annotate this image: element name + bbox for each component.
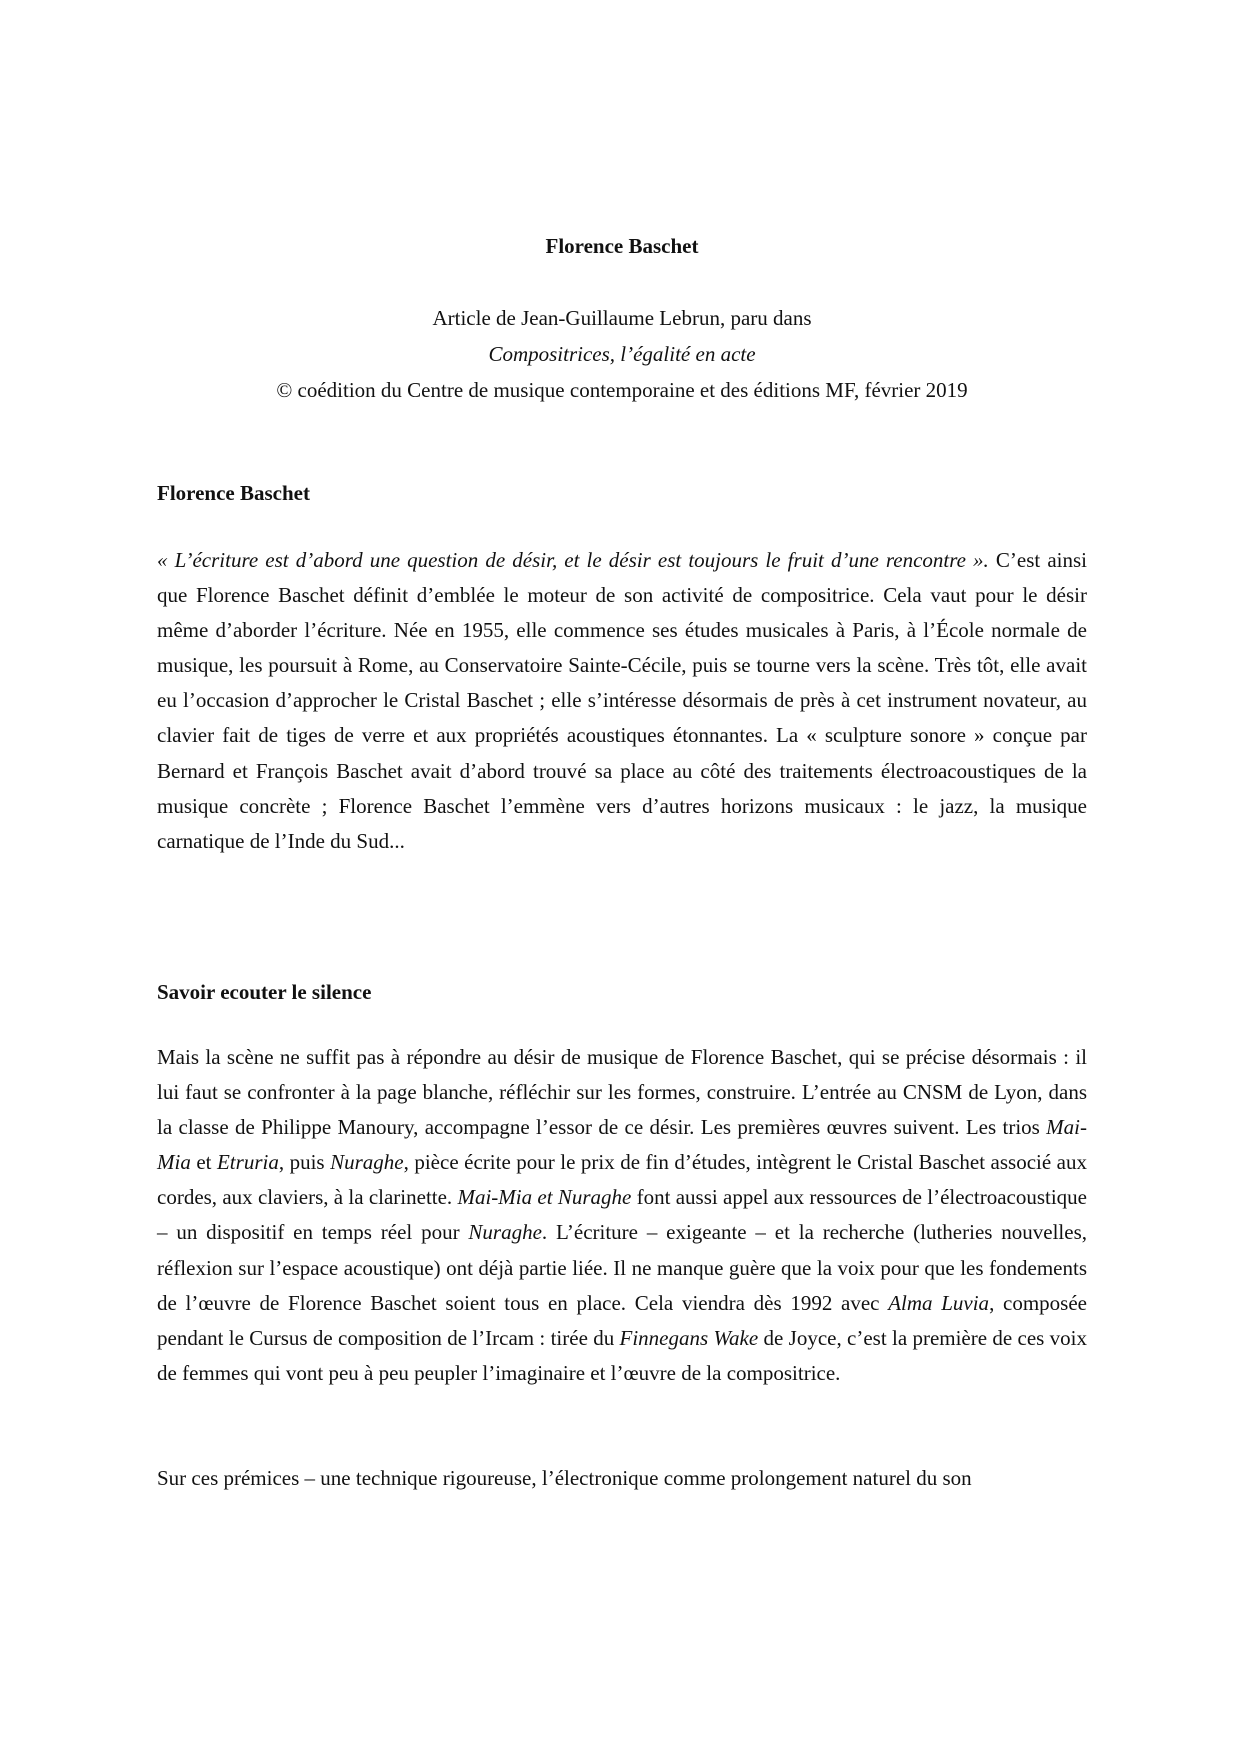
paragraph-intro — [157, 543, 1087, 859]
work-title-etruria: Etruria — [216, 1150, 279, 1175]
work-title-finnegans-wake: Finnegans Wake — [619, 1325, 759, 1350]
work-title-nuraghe: Nuraghe — [468, 1220, 542, 1245]
text-run: , pièce écrite pour le prix de fin d’études, intègrent le Cristal Baschet associé aux cordes, aux claviers, à la clarinette. — [157, 1150, 1087, 1210]
credit-copyright-line: © coédition du Centre de musique contemporaine et des éditions MF, février 2019 — [276, 378, 968, 402]
text-run: et — [190, 1150, 217, 1175]
work-title-mai-mia-nuraghe: Mai-Mia et Nuraghe — [457, 1185, 632, 1210]
paragraph-silence — [157, 1040, 1087, 1391]
section-heading-intro: Florence Baschet — [157, 481, 310, 505]
work-title-nuraghe: Nuraghe — [330, 1150, 404, 1175]
document-page — [157, 0, 1087, 1754]
opening-quote: « L’écriture est d’abord une question de désir, et le désir est toujours le fruit d’une rencontre ». — [157, 548, 989, 572]
article-credits — [157, 300, 1087, 408]
text-run: . L’écriture – exigeante – et la recherche (lutheries nouvelles, réflexion sur l’espace acoustique) ont déjà partie liée. Il ne manque guère que la voix pour que les fondements de l’œuvre de Florence Baschet soient tous en place. Cela viendra dès 1992 avec — [157, 1220, 1087, 1315]
work-title-alma-luvia: Alma Luvia — [888, 1290, 990, 1315]
work-title-mai-mia: Mai-Mia — [157, 1115, 1087, 1175]
text-run: font aussi appel aux ressources de l’électroacoustique – un dispositif en temps réel pour — [157, 1185, 1087, 1245]
intro-text: C’est ainsi que Florence Baschet définit d’emblée le moteur de son activité de compositrice. Cela vaut pour le désir même d’aborder l’écriture. Née en 1955, elle commence ses études musicales à Paris, à l’École normale de musique, les poursuit à Rome, au Conservatoire Sainte-Cécile, puis se tourne vers la scène. Très tôt, elle avait eu l’occasion d’approcher le Cristal Baschet ; elle s’intéresse désormais de près à cet instrument novateur, au clavier fait de tiges de verre et aux propriétés acoustiques étonnantes. La « sculpture sonore » conçue par Bernard et François Baschet avait d’abord trouvé sa place au côté des traitements électroacoustiques de la musique concrète ; Florence Baschet l’emmène vers d’autres horizons musicaux : le jazz, la musique carnatique de l’Inde du Sud... — [157, 548, 1087, 853]
credit-book-title: Compositrices, l’égalité en acte — [488, 342, 756, 366]
credit-author-line: Article de Jean-Guillaume Lebrun, paru dans — [432, 306, 812, 330]
text-run: de Joyce, c’est la première de ces voix de femmes qui vont peu à peu peupler l’imaginaire et l’œuvre de la compositrice. — [157, 1325, 1087, 1385]
text-run: , puis — [278, 1150, 331, 1175]
text-run: , composée pendant le Cursus de composition de l’Ircam : tirée du — [157, 1290, 1087, 1350]
text-run: Mais la scène ne suffit pas à répondre au désir de musique de Florence Baschet, qui se précise désormais : il lui faut se confronter à la page blanche, réfléchir sur les formes, construire. L’entrée au CNSM de Lyon, dans la classe de Philippe Manoury, accompagne l’essor de ce désir. Les premières œuvres suivent. Les trios — [157, 1045, 1087, 1140]
section-heading-silence: Savoir ecouter le silence — [157, 980, 372, 1004]
paragraph-premises: Sur ces prémices – une technique rigoureuse, l’électronique comme prolongement naturel du son — [157, 1466, 972, 1490]
document-title: Florence Baschet — [545, 234, 699, 258]
